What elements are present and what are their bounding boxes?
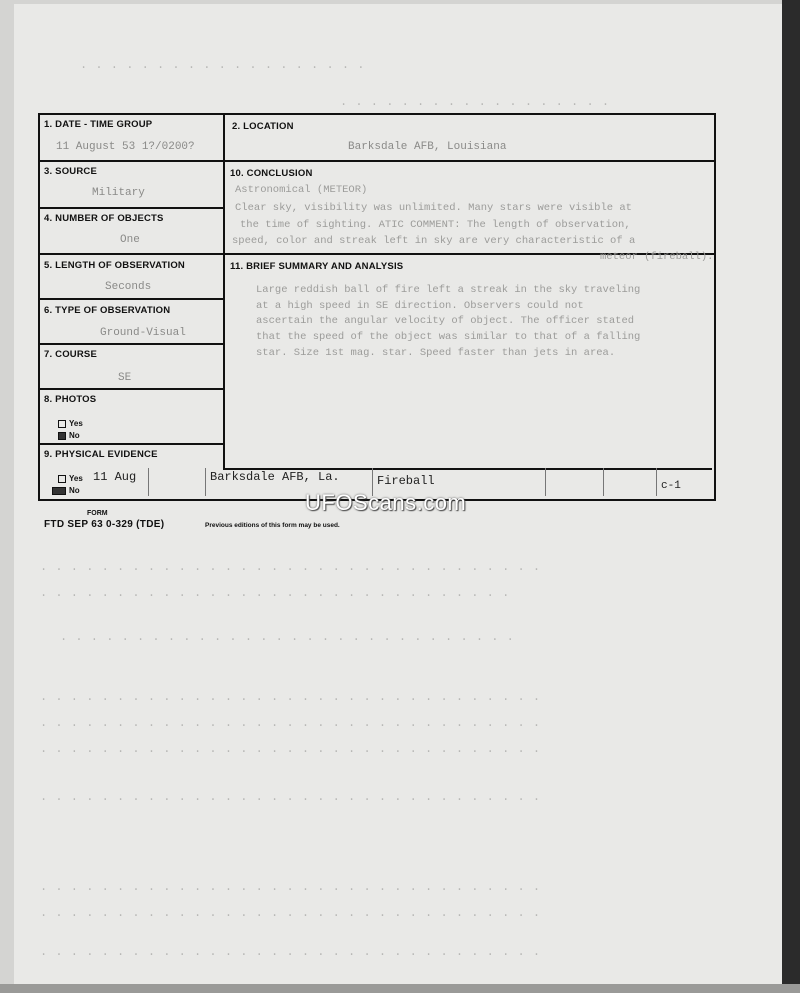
- physical-evidence-no-checkbox: [52, 487, 66, 495]
- photos-no-checkbox: [58, 432, 66, 440]
- column-divider: [223, 114, 225, 470]
- conclusion-line: Astronomical (METEOR): [235, 184, 368, 196]
- physical-evidence-no-label: No: [69, 486, 80, 495]
- row-divider: [39, 253, 224, 255]
- length-of-observation-value: Seconds: [105, 281, 152, 293]
- form-note: Previous editions of this form may be used.: [205, 522, 340, 529]
- number-of-objects-label: 4. NUMBER OF OBJECTS: [44, 213, 164, 224]
- index-card-class: c-1: [661, 480, 681, 492]
- physical-evidence-yes-label: Yes: [69, 474, 83, 483]
- row-divider: [39, 343, 224, 345]
- summary-line: ascertain the angular velocity of object. The officer stated: [256, 315, 635, 327]
- location-value: Barksdale AFB, Louisiana: [348, 141, 507, 153]
- date-time-group-label: 1. DATE - TIME GROUP: [44, 119, 153, 130]
- index-card-place: Barksdale AFB, La.: [210, 470, 340, 484]
- length-of-observation-label: 5. LENGTH OF OBSERVATION: [44, 260, 185, 271]
- form-word: FORM: [87, 510, 108, 517]
- source-label: 3. SOURCE: [44, 166, 98, 177]
- photos-yes-option: [58, 419, 83, 428]
- row-divider: [39, 298, 224, 300]
- summary-line: at a high speed in SE direction. Observers could not: [256, 300, 584, 312]
- summary-line: that the speed of the object was similar to that of a falling: [256, 331, 641, 343]
- photos-yes-checkbox: [58, 420, 66, 428]
- watermark: UFOScans.com: [305, 490, 467, 515]
- index-card-separator: [205, 468, 206, 496]
- form-id: FTD SEP 63 0-329 (TDE): [44, 519, 165, 530]
- row-divider: [39, 207, 224, 209]
- physical-evidence-yes-option: [58, 474, 83, 483]
- index-card-separator: [603, 468, 604, 496]
- number-of-objects-value: One: [120, 234, 140, 246]
- course-value: SE: [118, 372, 132, 384]
- photos-no-label: No: [69, 431, 80, 440]
- date-time-group-value: 11 August 53 1?/0200?: [56, 141, 195, 153]
- index-card-separator: [148, 468, 149, 496]
- location-label: 2. LOCATION: [232, 121, 294, 132]
- photos-label: 8. PHOTOS: [44, 394, 97, 405]
- summary-line: star. Size 1st mag. star. Speed faster than jets in area.: [256, 347, 616, 359]
- scan-edge-right: [782, 0, 800, 993]
- source-value: Military: [92, 187, 145, 199]
- index-card-type: Fireball: [377, 474, 435, 488]
- row-divider: [39, 388, 224, 390]
- type-of-observation-value: Ground-Visual: [100, 327, 186, 339]
- type-of-observation-label: 6. TYPE OF OBSERVATION: [44, 305, 171, 316]
- conclusion-line: speed, color and streak left in sky are very characteristic of a: [232, 235, 636, 247]
- course-label: 7. COURSE: [44, 349, 98, 360]
- index-card-separator: [656, 468, 657, 496]
- row-divider: [39, 443, 224, 445]
- row-divider: [39, 160, 715, 162]
- index-card-separator: [545, 468, 546, 496]
- physical-evidence-yes-checkbox: [58, 475, 66, 483]
- index-card-date: 11 Aug: [93, 470, 137, 484]
- conclusion-line: Clear sky, visibility was unlimited. Many stars were visible at: [235, 202, 632, 214]
- conclusion-line: meteor (fireball).: [600, 251, 714, 263]
- physical-evidence-no-option: [52, 486, 80, 495]
- summary-line: Large reddish ball of fire left a streak in the sky traveling: [256, 284, 641, 296]
- conclusion-label: 10. CONCLUSION: [230, 168, 313, 179]
- brief-summary-label: 11. BRIEF SUMMARY AND ANALYSIS: [230, 261, 404, 272]
- scan-edge-bottom: [0, 984, 800, 993]
- conclusion-line: the time of sighting. ATIC COMMENT: The length of observation,: [240, 219, 631, 231]
- physical-evidence-label: 9. PHYSICAL EVIDENCE: [44, 449, 158, 460]
- photos-yes-label: Yes: [69, 419, 83, 428]
- photos-no-option: [58, 431, 80, 440]
